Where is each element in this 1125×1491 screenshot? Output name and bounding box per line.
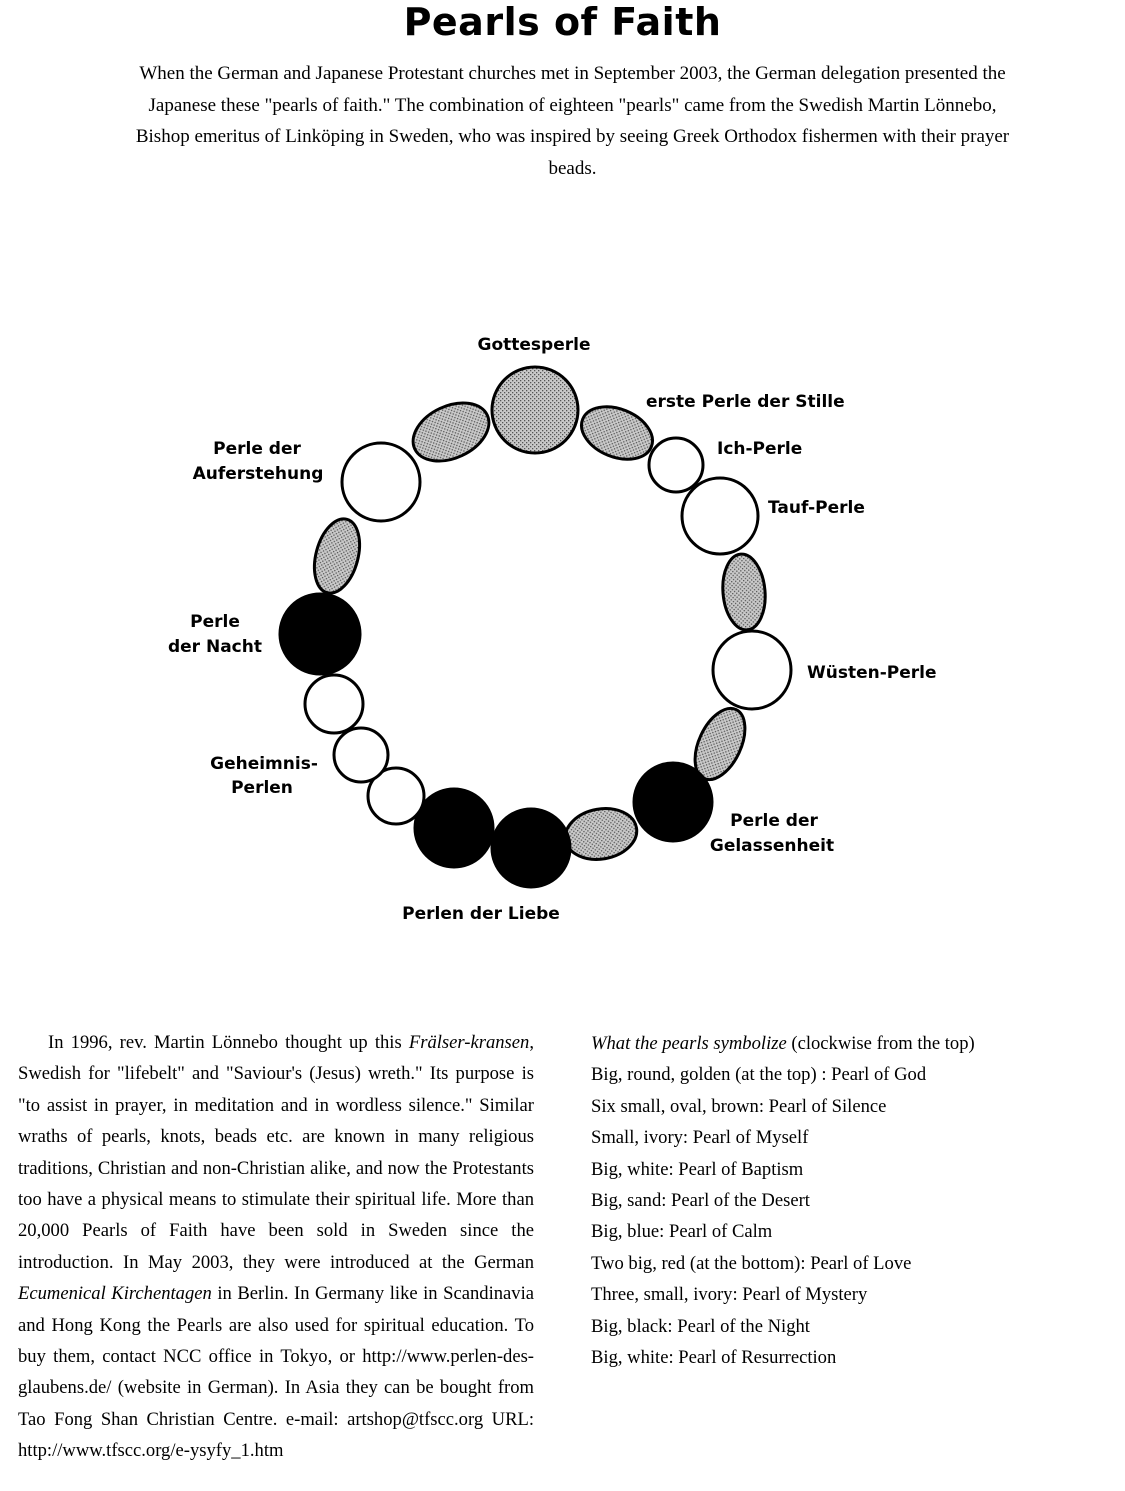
symbolize-heading-italic: What the pearls symbolize xyxy=(591,1033,787,1054)
history-italic-fralserkransen: Frälser-kransen xyxy=(408,1032,530,1053)
symbolize-item: Two big, red (at the bottom): Pearl of Love xyxy=(591,1252,912,1274)
history-text-part1: In 1996, rev. Martin Lönnebo thought up this xyxy=(48,1032,409,1053)
intro-paragraph xyxy=(120,58,1025,184)
symbolize-item: Big, sand: Pearl of the Desert xyxy=(591,1190,810,1212)
pearl-of-silence xyxy=(720,552,768,631)
label-nacht-line1: Perle xyxy=(190,612,240,632)
history-paragraph xyxy=(18,1027,534,1467)
pearl-of-mystery xyxy=(334,728,388,782)
pearl-ring-diagram xyxy=(0,300,1125,960)
symbolize-item: Big, white: Pearl of Resurrection xyxy=(591,1347,837,1369)
pearl-of-love xyxy=(415,789,493,867)
symbolize-item: Small, ivory: Pearl of Myself xyxy=(591,1127,809,1149)
pearl-of-resurrection xyxy=(342,443,420,521)
history-text-part2: , Swedish for "lifebelt" and "Saviour's (Jesus) wreth." Its purpose is "to assist in prayer, in meditation and in wordless silence." Similar wraths of pearls, knots, beads etc. are known in many religious traditions, Christian and non-Christian alike, and now the Protestants too have a physical means to stimulate their spiritual life. More than 20,000 Pearls of Faith have been sold in Sweden since the introduction. In May 2003, they were introduced at the German xyxy=(18,1032,534,1273)
label-auferstehung-line1: Perle der xyxy=(213,439,301,459)
pearl-of-baptism xyxy=(682,478,758,554)
pearl-of-love xyxy=(492,809,570,887)
label-gottesperle: Gottesperle xyxy=(477,335,591,355)
page-title: Pearls of Faith xyxy=(403,0,722,44)
symbolize-item: Six small, oval, brown: Pearl of Silence xyxy=(591,1095,887,1117)
intro-text: When the German and Japanese Protestant churches met in September 2003, the German delegation presented the Japanese these "pearls of faith." The combination of eighteen "pearls" came from the Swedish Martin Lönnebo, Bishop emeritus of Linköping in Sweden, who was inspired by seeing Greek Orthodox fishermen with their prayer beads. xyxy=(135,63,1010,179)
pearl-of-silence xyxy=(404,392,498,473)
symbolize-heading-rest: (clockwise from the top) xyxy=(786,1033,975,1054)
history-column xyxy=(18,1027,534,1467)
symbolize-item: Big, white: Pearl of Baptism xyxy=(591,1158,804,1180)
symbolize-column xyxy=(591,1028,1111,1373)
label-tauf-perle: Tauf-Perle xyxy=(768,498,865,518)
label-geheimnis-line2: Perlen xyxy=(231,778,293,798)
symbolize-item: Big, round, golden (at the top) : Pearl of God xyxy=(591,1064,927,1086)
label-nacht-line2: der Nacht xyxy=(167,637,263,657)
symbolize-item: Big, blue: Pearl of Calm xyxy=(591,1221,773,1243)
label-ich-perle: Ich-Perle xyxy=(717,439,803,459)
pearl-of-myself xyxy=(649,438,703,492)
label-geheimnis-line1: Geheimnis- xyxy=(210,754,318,774)
label-auferstehung-line2: Auferstehung xyxy=(192,464,324,484)
pearl-of-mystery xyxy=(305,675,363,733)
history-text-part3: in Berlin. In Germany like in Scandinavia and Hong Kong the Pearls are also used for spiritual education. To buy them, contact NCC office in Tokyo, or http://www.perlen-des-glaubens.de/ (website in German). In Asia they can be bought from Tao Fong Shan Christian Centre. e-mail: artshop@tfscc.org URL: http://www.tfscc.org/e-ysyfy_1.htm xyxy=(18,1283,535,1462)
pearl-of-god xyxy=(492,367,578,453)
pearl-of-silence xyxy=(307,514,367,598)
symbolize-item: Three, small, ivory: Pearl of Mystery xyxy=(591,1284,868,1306)
label-gelassenheit-line2: Gelassenheit xyxy=(709,836,835,856)
label-erste-perle-der-stille: erste Perle der Stille xyxy=(646,392,845,412)
pearl-of-the-desert xyxy=(713,631,791,709)
history-italic-kirchentagen: Ecumenical Kirchentagen xyxy=(18,1283,212,1305)
symbolize-heading xyxy=(591,1028,1111,1059)
pearl-of-the-night xyxy=(280,594,360,674)
label-gelassenheit-line1: Perle der xyxy=(730,811,818,831)
pearl-of-silence xyxy=(561,803,641,865)
symbolize-item: Big, black: Pearl of the Night xyxy=(591,1315,810,1337)
pearl-of-calm xyxy=(634,763,712,841)
label-wuesten-perle: Wüsten-Perle xyxy=(807,663,937,683)
label-perlen-der-liebe: Perlen der Liebe xyxy=(402,904,560,924)
